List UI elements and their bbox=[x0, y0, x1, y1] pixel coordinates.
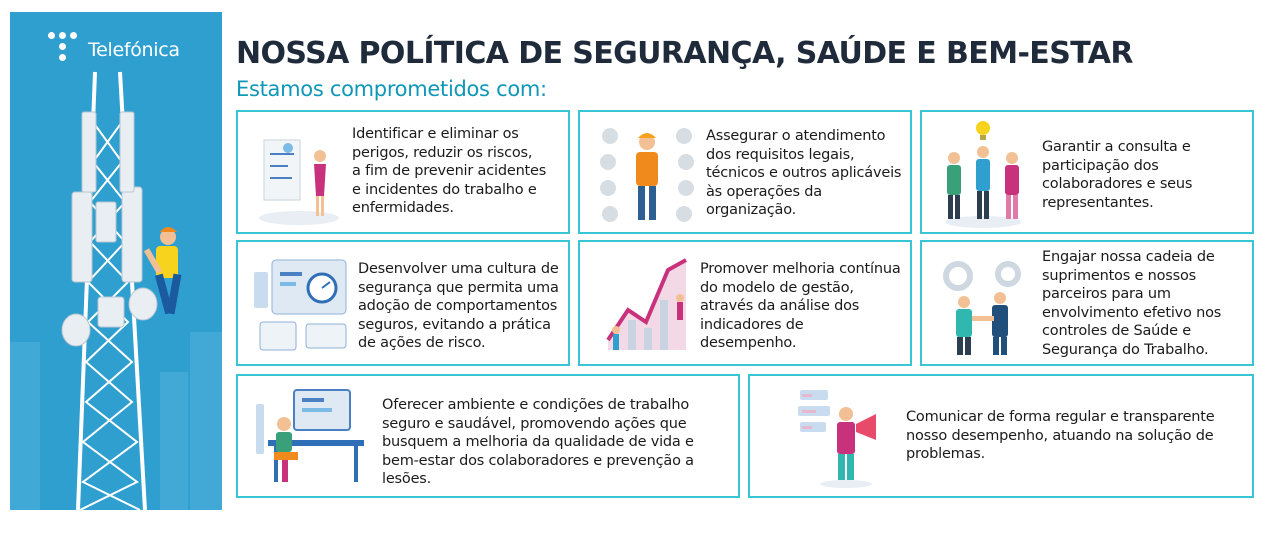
telecom-tower-illustration bbox=[10, 12, 222, 510]
commitment-text: Desenvolver uma cultura de segurança que permita uma adoção de comportamentos seguros, evitando a prática de ações de risco. bbox=[358, 261, 559, 351]
hero-panel bbox=[10, 12, 222, 510]
workstation-icon bbox=[254, 384, 370, 490]
commitment-card bbox=[748, 374, 1254, 498]
commitment-text: Identificar e eliminar os perigos, reduzir os riscos, a fim de prevenir acidentes e incidentes do trabalho e enfermidades. bbox=[352, 126, 547, 216]
telefonica-logo-icon bbox=[48, 32, 80, 68]
commitment-text: Comunicar de forma regular e transparente nosso desempenho, atuando na solução de problemas. bbox=[906, 409, 1215, 462]
commitment-card bbox=[578, 240, 912, 366]
protective-equipment-icon bbox=[596, 122, 698, 228]
commitment-card bbox=[236, 240, 570, 366]
commitment-card bbox=[920, 240, 1254, 366]
analytics-board-icon bbox=[254, 126, 344, 226]
brand-name: Telefónica bbox=[88, 39, 180, 61]
commitment-text: Oferecer ambiente e condições de trabalho seguro e saudável, promovendo ações que busquem a melhoria da qualidade de vida e bem-estar dos colaboradores e prevenção a lesões. bbox=[382, 397, 694, 487]
commitment-card bbox=[236, 110, 570, 234]
commitment-text: Promover melhoria contínua do modelo de gestão, através da análise dos indicadores de desempenho. bbox=[700, 261, 901, 351]
commitment-card bbox=[236, 374, 740, 498]
dashboard-icon bbox=[250, 252, 356, 358]
page-subtitle: Estamos comprometidos com: bbox=[236, 77, 547, 101]
commitment-card bbox=[578, 110, 912, 234]
commitment-text: Engajar nossa cadeia de suprimentos e nossos parceiros para um envolvimento efetivo nos controles de Saúde e Segurança do Trabalho. bbox=[1042, 249, 1222, 358]
commitment-text: Assegurar o atendimento dos requisitos legais, técnicos e outros aplicáveis às operações da organização. bbox=[706, 128, 902, 218]
megaphone-icon bbox=[790, 384, 890, 490]
commitment-card bbox=[920, 110, 1254, 234]
handshake-icon bbox=[936, 252, 1032, 358]
growth-chart-icon bbox=[598, 250, 698, 360]
team-idea-icon bbox=[938, 118, 1028, 230]
commitment-text: Garantir a consulta e participação dos colaboradores e seus representantes. bbox=[1042, 139, 1193, 211]
page-title: NOSSA POLÍTICA DE SEGURANÇA, SAÚDE E BEM-ESTAR bbox=[236, 36, 1133, 71]
brand-logo bbox=[48, 32, 180, 68]
